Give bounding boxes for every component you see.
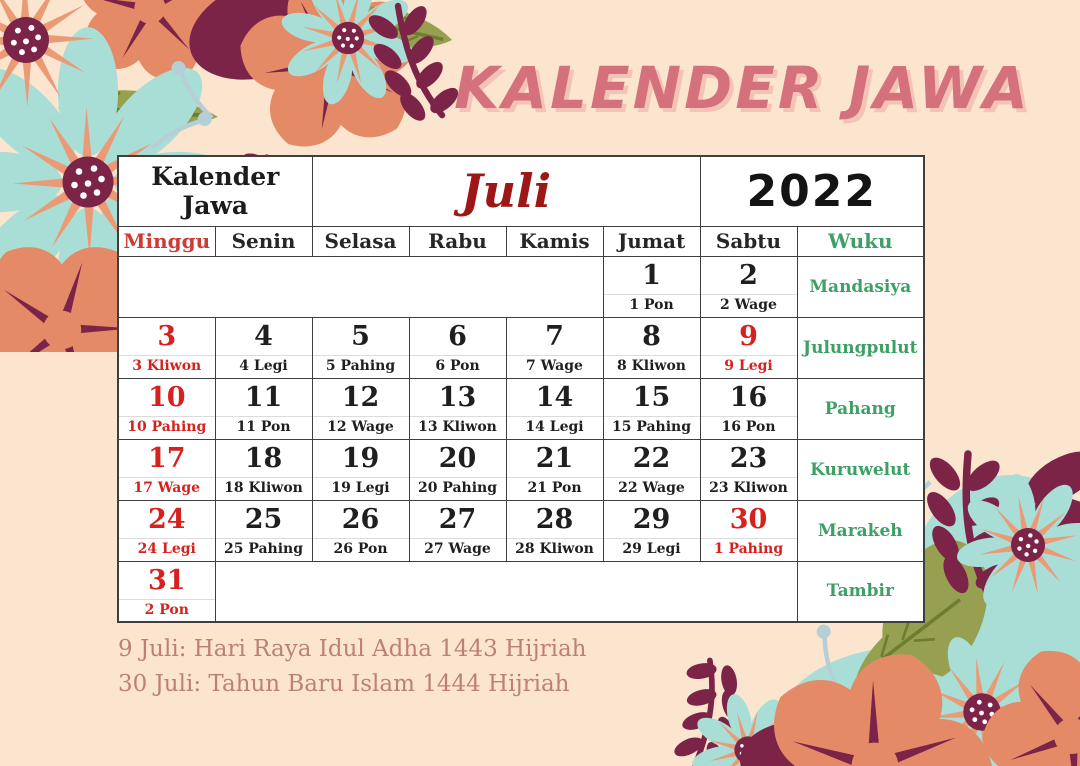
day-header-jumat: Jumat	[603, 226, 700, 256]
date-number: 9	[701, 318, 797, 356]
date-cell	[215, 439, 312, 500]
pasaran-label: 1 Pon	[629, 297, 674, 313]
date-number: 25	[216, 501, 312, 539]
date-number: 16	[701, 379, 797, 417]
date-number: 8	[604, 318, 700, 356]
pasaran-label: 24 Legi	[137, 541, 196, 557]
pasaran-label: 1 Pahing	[713, 541, 784, 557]
pasaran-label: 18 Kliwon	[224, 480, 303, 496]
pasaran-label: 28 Kliwon	[515, 541, 594, 557]
date-number: 11	[216, 379, 312, 417]
week-row	[118, 317, 924, 378]
holiday-note-1: 9 Juli: Hari Raya Idul Adha 1443 Hijriah	[118, 636, 587, 662]
wuku-cell: Tambir	[797, 561, 924, 622]
pasaran-label: 3 Kliwon	[132, 358, 202, 374]
pasaran-label: 14 Legi	[525, 419, 584, 435]
date-cell	[700, 439, 797, 500]
date-cell	[409, 500, 506, 561]
date-cell	[506, 439, 603, 500]
date-cell	[118, 439, 215, 500]
pasaran-label: 13 Kliwon	[418, 419, 497, 435]
week-row	[118, 378, 924, 439]
month-cell: Juli	[312, 156, 700, 226]
day-header-kamis: Kamis	[506, 226, 603, 256]
holiday-notes	[118, 632, 586, 702]
pasaran-label: 10 Pahing	[127, 419, 207, 435]
pasaran-label: 9 Legi	[724, 358, 773, 374]
pasaran-label: 27 Wage	[424, 541, 491, 557]
date-number: 18	[216, 440, 312, 478]
pasaran-label: 7 Wage	[526, 358, 583, 374]
day-header-selasa: Selasa	[312, 226, 409, 256]
pasaran-label: 21 Pon	[527, 480, 582, 496]
wuku-cell: Pahang	[797, 378, 924, 439]
date-cell	[506, 378, 603, 439]
date-cell	[506, 500, 603, 561]
date-cell	[118, 561, 215, 622]
pasaran-label: 6 Pon	[435, 358, 480, 374]
date-number: 23	[701, 440, 797, 478]
date-number: 17	[119, 440, 215, 478]
date-cell	[603, 256, 700, 317]
date-number: 10	[119, 379, 215, 417]
date-cell	[603, 317, 700, 378]
empty-cell	[215, 561, 797, 622]
date-cell	[700, 256, 797, 317]
wuku-cell: Kuruwelut	[797, 439, 924, 500]
date-number: 15	[604, 379, 700, 417]
date-number: 24	[119, 501, 215, 539]
date-cell	[118, 378, 215, 439]
date-number: 1	[604, 257, 700, 295]
pasaran-label: 15 Pahing	[611, 419, 692, 435]
date-cell	[603, 500, 700, 561]
date-cell	[118, 317, 215, 378]
pasaran-label: 22 Wage	[618, 480, 685, 496]
date-number: 2	[701, 257, 797, 295]
date-cell	[506, 317, 603, 378]
pasaran-label: 2 Wage	[720, 297, 777, 313]
pasaran-label: 26 Pon	[333, 541, 388, 557]
year-cell: 2022	[700, 156, 924, 226]
week-row	[118, 256, 924, 317]
javanese-calendar-table	[117, 155, 925, 623]
day-header-rabu: Rabu	[409, 226, 506, 256]
date-cell	[312, 378, 409, 439]
pasaran-label: 2 Pon	[144, 602, 189, 618]
date-number: 27	[410, 501, 506, 539]
date-number: 29	[604, 501, 700, 539]
date-number: 21	[507, 440, 603, 478]
pasaran-label: 11 Pon	[236, 419, 291, 435]
calendar-header-row	[118, 156, 924, 226]
pasaran-label: 4 Legi	[239, 358, 288, 374]
empty-cell	[118, 256, 603, 317]
pasaran-label: 5 Pahing	[325, 358, 396, 374]
date-cell	[409, 317, 506, 378]
pasaran-label: 25 Pahing	[223, 541, 304, 557]
date-number: 19	[313, 440, 409, 478]
pasaran-label: 20 Pahing	[417, 480, 498, 496]
date-cell	[603, 378, 700, 439]
calendar-name-cell: Kalender Jawa	[118, 156, 312, 226]
date-cell	[215, 378, 312, 439]
date-number: 5	[313, 318, 409, 356]
date-cell	[409, 439, 506, 500]
date-number: 14	[507, 379, 603, 417]
week-row	[118, 561, 924, 622]
date-cell	[312, 317, 409, 378]
day-header-minggu: Minggu	[118, 226, 215, 256]
date-number: 12	[313, 379, 409, 417]
pasaran-label: 8 Kliwon	[617, 358, 686, 374]
date-cell	[700, 378, 797, 439]
date-cell	[215, 500, 312, 561]
pasaran-label: 19 Legi	[331, 480, 390, 496]
wuku-cell: Marakeh	[797, 500, 924, 561]
date-cell	[700, 500, 797, 561]
week-row	[118, 500, 924, 561]
date-number: 22	[604, 440, 700, 478]
date-cell	[409, 378, 506, 439]
date-number: 7	[507, 318, 603, 356]
date-cell	[312, 500, 409, 561]
date-cell	[118, 500, 215, 561]
pasaran-label: 12 Wage	[327, 419, 394, 435]
wuku-cell: Julungpulut	[797, 317, 924, 378]
day-header-sabtu: Sabtu	[700, 226, 797, 256]
pasaran-label: 23 Kliwon	[709, 480, 788, 496]
date-number: 30	[701, 501, 797, 539]
date-cell	[215, 317, 312, 378]
pasaran-label: 16 Pon	[721, 419, 776, 435]
date-number: 6	[410, 318, 506, 356]
wuku-cell: Mandasiya	[797, 256, 924, 317]
date-number: 3	[119, 318, 215, 356]
date-number: 28	[507, 501, 603, 539]
day-names-row	[118, 226, 924, 256]
poster-title: KALENDER JAWA	[454, 54, 1031, 122]
pasaran-label: 29 Legi	[622, 541, 681, 557]
pasaran-label: 17 Wage	[133, 480, 201, 496]
date-cell	[603, 439, 700, 500]
date-number: 26	[313, 501, 409, 539]
date-number: 13	[410, 379, 506, 417]
day-header-wuku: Wuku	[797, 226, 924, 256]
date-number: 4	[216, 318, 312, 356]
date-number: 20	[410, 440, 506, 478]
holiday-note-2: 30 Juli: Tahun Baru Islam 1444 Hijriah	[118, 671, 570, 697]
date-number: 31	[119, 562, 215, 600]
day-header-senin: Senin	[215, 226, 312, 256]
date-cell	[312, 439, 409, 500]
week-row	[118, 439, 924, 500]
date-cell	[700, 317, 797, 378]
